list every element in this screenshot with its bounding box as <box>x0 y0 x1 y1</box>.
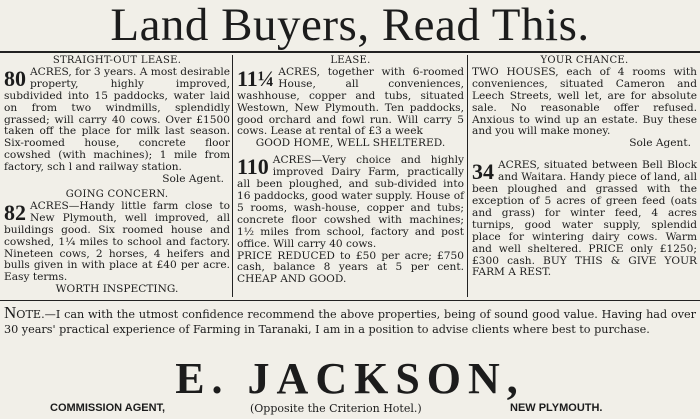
location-label: NEW PLYMOUTH. <box>510 402 603 414</box>
note-paragraph <box>4 303 696 337</box>
note-text: OTE.—I can with the utmost confidence recommend the above properties, being of sound good value. Having had over 30 years' practical experience of Farming in Taranaki, I am in a position to advise clients where best to purchase. <box>4 308 696 336</box>
sole-agent-signoff: Sole Agent. <box>629 137 691 150</box>
column-right <box>472 55 697 279</box>
price-reduced: PRICE REDUCED to £50 per acre; £750 cash, balance 8 years at 5 per cent. CHEAP AND GOOD. <box>237 249 464 286</box>
heading-lease: LEASE. <box>330 55 371 66</box>
ad-two-houses: TWO HOUSES, each of 4 rooms with conveniences, situated Cameron and Leech Streets, well let, are for absolute sale. No reasonable offer refused. Anxious to wind up an estate. Buy these and you will make money. <box>472 65 697 138</box>
ad-number: 82 <box>4 199 26 225</box>
sole-agent-signoff: Sole Agent. <box>162 173 224 186</box>
ad-number: 80 <box>4 65 26 91</box>
ad-34-acres <box>472 160 697 279</box>
ad-number: 110 <box>237 154 269 180</box>
column-middle <box>237 55 464 286</box>
good-home-tagline: GOOD HOME, WELL SHELTERED. <box>255 137 446 150</box>
heading-straight-out-lease: STRAIGHT-OUT LEASE. <box>52 55 182 66</box>
note-initial: N <box>4 303 17 322</box>
worth-inspecting: WORTH INSPECTING. <box>55 283 179 296</box>
column-divider-2 <box>467 55 468 297</box>
heading-going-concern: GOING CONCERN. <box>65 188 169 200</box>
headline: Land Buyers, Read This. <box>110 0 590 51</box>
ad-11-acres <box>237 67 464 138</box>
ad-text: ACRES, for 3 years. A most desirable property, highly improved, subdivided into 15 paddocks, water laid on from two windmills, splendidly grassed; will carry 40 cows. Over £1500 taken off the place for milk last season. Six-roomed house, concrete floor cowshed (with machines); 1 mile from factory, sch l and railway station. <box>4 65 230 174</box>
middle-rule <box>0 300 700 301</box>
ad-text: ACRES, together with 6-roomed House, all conveniences, washhouse, copper and tubs, situated Westown, New Plymouth. Ten paddocks, good orchard and fowl run. Will carry 5 cows. Lease at rental of £3 a week <box>237 65 464 138</box>
ad-text: ACRES, situated between Bell Block and Waitara. Handy piece of land, all been ploughed and grassed with the exception of 5 acres of green feed (oats and grass) for winter feed, 4 acres turnips, good water supply, splendid place for wintering dairy cows. Warm and well sheltered. PRICE only £1250; £300 cash. BUY THIS & GIVE YOUR FARM A REST. <box>472 159 697 279</box>
top-rule <box>0 51 700 53</box>
commission-agent-label: COMMISSION AGENT, <box>50 402 166 414</box>
agent-name: E. JACKSON, <box>175 354 525 403</box>
ad-number: 11¼ <box>237 65 275 91</box>
ad-82-acres <box>4 201 230 284</box>
column-left <box>4 55 230 296</box>
ad-text: ACRES—Very choice and highly improved Dairy Farm, practically all been ploughed, and sub-divided into 16 paddocks, good water supply. House of 5 rooms, wash-house, copper and tubs; concrete floor cowshed with machines; 1½ miles from school, factory and post office. Will carry 40 cows. <box>237 154 464 250</box>
ad-80-acres <box>4 67 230 174</box>
ad-number: 34 <box>472 159 494 185</box>
column-divider-1 <box>232 55 233 297</box>
address-note: (Opposite the Criterion Hotel.) <box>250 402 422 415</box>
ad-text: ACRES—Handy little farm close to New Plymouth, well improved, all buildings good. Six roomed house and cowshed, 1¼ miles to school and factory. Nineteen cows, 2 horses, 4 heifers and bulls given in with place at £40 per acre. Easy terms. <box>4 199 230 284</box>
heading-your-chance: YOUR CHANCE. <box>540 55 629 66</box>
ad-110-acres <box>237 155 464 250</box>
